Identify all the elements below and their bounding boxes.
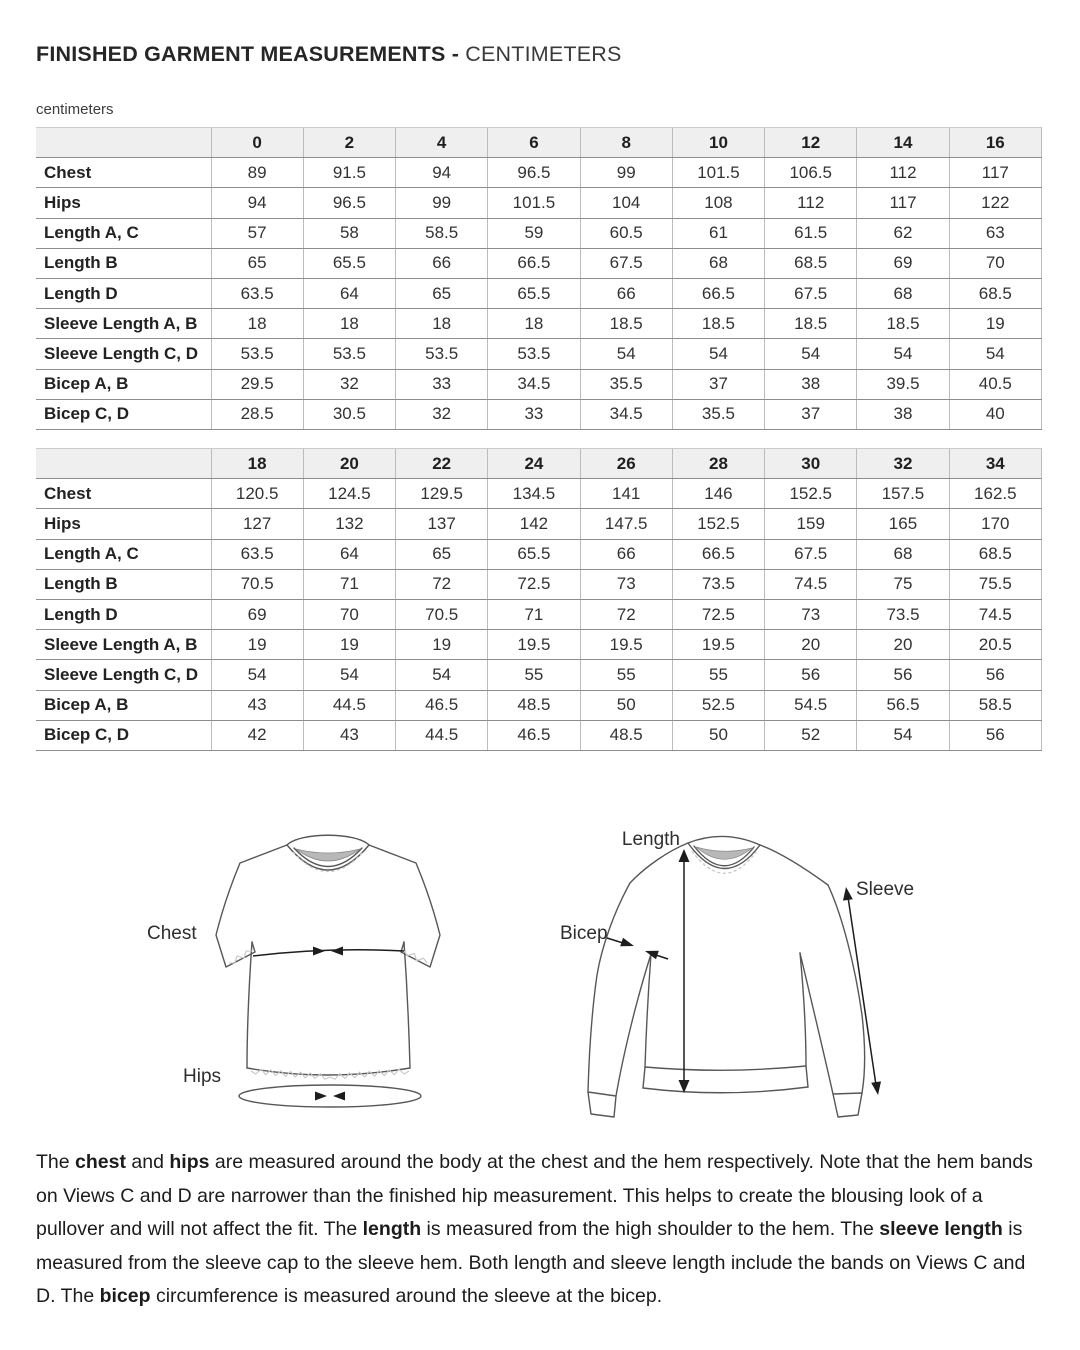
measurement-cell: 170 xyxy=(949,509,1041,539)
measurement-cell: 19.5 xyxy=(672,630,764,660)
row-label: Bicep A, B xyxy=(36,690,211,720)
table-row xyxy=(36,188,1042,218)
measurement-cell: 58.5 xyxy=(396,218,488,248)
measurement-cell: 127 xyxy=(211,509,303,539)
measurement-cell: 32 xyxy=(303,369,395,399)
description-paragraph xyxy=(36,1146,1048,1314)
measurement-cell: 106.5 xyxy=(765,158,857,188)
measurement-cell: 54 xyxy=(765,339,857,369)
sweatshirt-diagram xyxy=(560,829,914,1117)
measurement-cell: 19 xyxy=(396,630,488,660)
size-header-corner xyxy=(36,128,211,158)
tshirt-left-side xyxy=(247,942,252,1068)
measurement-cell: 73.5 xyxy=(857,599,949,629)
hips-arrow-right-icon xyxy=(333,1092,345,1101)
table-row xyxy=(36,599,1042,629)
measurement-cell: 157.5 xyxy=(857,479,949,509)
description-text: and xyxy=(125,1151,170,1173)
measurement-cell: 99 xyxy=(396,188,488,218)
measurement-cell: 101.5 xyxy=(672,158,764,188)
size-header: 8 xyxy=(580,128,672,158)
row-label: Bicep C, D xyxy=(36,720,211,750)
measurement-cell: 137 xyxy=(396,509,488,539)
tshirt-right-sleeve-stitching xyxy=(404,951,427,963)
measurement-cell: 67.5 xyxy=(765,539,857,569)
measurement-cell: 94 xyxy=(211,188,303,218)
measurement-cell: 44.5 xyxy=(303,690,395,720)
measurement-cell: 43 xyxy=(211,690,303,720)
chest-label: Chest xyxy=(147,923,197,944)
row-label: Bicep C, D xyxy=(36,399,211,429)
description-text: is measured from the high shoulder to the hem. The xyxy=(421,1218,880,1241)
measurement-cell: 38 xyxy=(765,369,857,399)
size-header: 32 xyxy=(857,449,949,479)
measurement-cell: 19 xyxy=(211,630,303,660)
size-header: 30 xyxy=(765,449,857,479)
measurement-cell: 61 xyxy=(672,218,764,248)
table-row xyxy=(36,248,1042,278)
measurement-cell: 63.5 xyxy=(211,278,303,308)
measurement-cell: 75 xyxy=(857,569,949,599)
measurement-cell: 66 xyxy=(580,278,672,308)
measurement-cell: 146 xyxy=(672,479,764,509)
row-label: Hips xyxy=(36,509,211,539)
measurement-cell: 65.5 xyxy=(488,539,580,569)
measurement-cell: 104 xyxy=(580,188,672,218)
measurement-cell: 60.5 xyxy=(580,218,672,248)
sweatshirt-right-sleeve-outer xyxy=(828,885,865,1093)
size-header-row xyxy=(36,128,1042,158)
sweatshirt-hem-band-top xyxy=(645,1066,806,1070)
sweatshirt-hem-band-bottom xyxy=(643,1087,808,1093)
measurement-cell: 68 xyxy=(857,539,949,569)
hips-label: Hips xyxy=(183,1066,222,1087)
measurement-cell: 18.5 xyxy=(765,309,857,339)
sweatshirt-right-shoulder xyxy=(760,845,828,885)
measurement-cell: 54 xyxy=(857,720,949,750)
measurement-cell: 53.5 xyxy=(303,339,395,369)
description-text: circumference is measured around the sleeve at the bicep. xyxy=(150,1285,663,1308)
measurement-cell: 65.5 xyxy=(488,278,580,308)
row-label: Sleeve Length A, B xyxy=(36,630,211,660)
measurement-cell: 56 xyxy=(949,720,1041,750)
measurement-cell: 152.5 xyxy=(672,509,764,539)
measurement-cell: 141 xyxy=(580,479,672,509)
size-header: 20 xyxy=(303,449,395,479)
measurement-cell: 40.5 xyxy=(949,369,1041,399)
sweatshirt-collar-top xyxy=(688,836,760,845)
tshirt-diagram xyxy=(147,835,440,1107)
size-header-corner xyxy=(36,449,211,479)
measurement-cell: 30.5 xyxy=(303,399,395,429)
measurement-cell: 18.5 xyxy=(580,309,672,339)
measurement-cell: 54 xyxy=(857,339,949,369)
units-label: centimeters xyxy=(36,101,114,118)
sleeve-arrow-bottom-icon xyxy=(871,1081,881,1095)
size-header: 4 xyxy=(396,128,488,158)
size-table-18-34 xyxy=(36,448,1042,751)
measurement-cell: 28.5 xyxy=(211,399,303,429)
row-label: Length B xyxy=(36,569,211,599)
size-header: 6 xyxy=(488,128,580,158)
measurement-cell: 18.5 xyxy=(672,309,764,339)
measurement-cell: 19 xyxy=(949,309,1041,339)
measurement-cell: 112 xyxy=(857,158,949,188)
measurement-cell: 63 xyxy=(949,218,1041,248)
measurement-cell: 73 xyxy=(765,599,857,629)
measurement-cell: 54 xyxy=(580,339,672,369)
measurement-cell: 62 xyxy=(857,218,949,248)
sweatshirt-left-cuff xyxy=(588,1092,616,1117)
measurement-cell: 162.5 xyxy=(949,479,1041,509)
measurement-cell: 19 xyxy=(303,630,395,660)
bicep-leader-right xyxy=(656,955,668,959)
measurement-cell: 65.5 xyxy=(303,248,395,278)
measurement-cell: 18 xyxy=(396,309,488,339)
title-unit-system: CENTIMETERS xyxy=(459,42,622,66)
measurement-cell: 142 xyxy=(488,509,580,539)
sweatshirt-right-cuff xyxy=(833,1093,862,1117)
sleeve-label: Sleeve xyxy=(856,879,915,900)
measurement-cell: 66 xyxy=(580,539,672,569)
measurement-cell: 65 xyxy=(211,248,303,278)
measurement-cell: 55 xyxy=(672,660,764,690)
table-row xyxy=(36,309,1042,339)
measurement-cell: 122 xyxy=(949,188,1041,218)
measurement-cell: 65 xyxy=(396,539,488,569)
measurement-cell: 43 xyxy=(303,720,395,750)
measurement-cell: 66.5 xyxy=(672,539,764,569)
measurement-cell: 18.5 xyxy=(857,309,949,339)
measurement-cell: 66.5 xyxy=(672,278,764,308)
row-label: Sleeve Length C, D xyxy=(36,660,211,690)
measurement-cell: 48.5 xyxy=(488,690,580,720)
measurement-cell: 66.5 xyxy=(488,248,580,278)
measurement-cell: 44.5 xyxy=(396,720,488,750)
hips-arrow-left-icon xyxy=(315,1092,327,1101)
measurement-cell: 94 xyxy=(396,158,488,188)
measurement-cell: 72.5 xyxy=(672,599,764,629)
description-bold-term: hips xyxy=(169,1151,210,1173)
measurement-cell: 89 xyxy=(211,158,303,188)
measurement-cell: 58.5 xyxy=(949,690,1041,720)
measurement-cell: 59 xyxy=(488,218,580,248)
measurement-cell: 42 xyxy=(211,720,303,750)
measurement-cell: 74.5 xyxy=(949,599,1041,629)
table-row xyxy=(36,479,1042,509)
measurement-cell: 18 xyxy=(211,309,303,339)
row-label: Length A, C xyxy=(36,218,211,248)
measurement-cell: 70 xyxy=(949,248,1041,278)
size-header: 18 xyxy=(211,449,303,479)
table-row xyxy=(36,399,1042,429)
size-header: 28 xyxy=(672,449,764,479)
measurement-cell: 35.5 xyxy=(672,399,764,429)
measurement-cell: 159 xyxy=(765,509,857,539)
measurement-cell: 65 xyxy=(396,278,488,308)
measurement-cell: 74.5 xyxy=(765,569,857,599)
measurement-cell: 66 xyxy=(396,248,488,278)
measurement-cell: 75.5 xyxy=(949,569,1041,599)
size-header: 14 xyxy=(857,128,949,158)
measurement-cell: 53.5 xyxy=(211,339,303,369)
table-row xyxy=(36,569,1042,599)
measurement-cell: 37 xyxy=(765,399,857,429)
measurement-cell: 54.5 xyxy=(765,690,857,720)
size-header: 10 xyxy=(672,128,764,158)
measurement-cell: 56.5 xyxy=(857,690,949,720)
measurement-cell: 54 xyxy=(211,660,303,690)
measurement-cell: 39.5 xyxy=(857,369,949,399)
tshirt-left-sleeve-stitching xyxy=(229,951,252,963)
measurement-cell: 37 xyxy=(672,369,764,399)
tshirt-collar-top xyxy=(287,835,369,845)
measurement-cell: 112 xyxy=(765,188,857,218)
measurement-cell: 70 xyxy=(303,599,395,629)
title-main: FINISHED GARMENT MEASUREMENTS - xyxy=(36,42,460,66)
measurement-cell: 124.5 xyxy=(303,479,395,509)
measurement-cell: 71 xyxy=(303,569,395,599)
measurement-cell: 57 xyxy=(211,218,303,248)
measurement-cell: 70.5 xyxy=(211,569,303,599)
table-row xyxy=(36,660,1042,690)
table-row xyxy=(36,218,1042,248)
measurement-cell: 69 xyxy=(211,599,303,629)
measurement-cell: 40 xyxy=(949,399,1041,429)
measurement-cell: 33 xyxy=(488,399,580,429)
sweatshirt-right-side xyxy=(800,953,806,1066)
sweatshirt-left-sleeve-outer xyxy=(588,883,630,1092)
description-bold-term: sleeve length xyxy=(879,1218,1003,1241)
measurement-cell: 101.5 xyxy=(488,188,580,218)
row-label: Length A, C xyxy=(36,539,211,569)
measurement-cell: 56 xyxy=(765,660,857,690)
measurement-cell: 58 xyxy=(303,218,395,248)
measurement-cell: 91.5 xyxy=(303,158,395,188)
measurement-cell: 68.5 xyxy=(765,248,857,278)
measurement-cell: 19.5 xyxy=(488,630,580,660)
size-header: 16 xyxy=(949,128,1041,158)
measurement-cell: 52 xyxy=(765,720,857,750)
measurement-cell: 54 xyxy=(303,660,395,690)
table-row xyxy=(36,369,1042,399)
measurement-cell: 63.5 xyxy=(211,539,303,569)
measurement-cell: 67.5 xyxy=(580,248,672,278)
measurement-cell: 72 xyxy=(396,569,488,599)
measurement-cell: 64 xyxy=(303,539,395,569)
size-header: 26 xyxy=(580,449,672,479)
table-row xyxy=(36,339,1042,369)
measurement-cell: 50 xyxy=(580,690,672,720)
measurement-cell: 132 xyxy=(303,509,395,539)
measurement-cell: 50 xyxy=(672,720,764,750)
size-header: 24 xyxy=(488,449,580,479)
measurement-cell: 34.5 xyxy=(488,369,580,399)
measurement-cell: 32 xyxy=(396,399,488,429)
row-label: Length B xyxy=(36,248,211,278)
measurement-cell: 53.5 xyxy=(488,339,580,369)
measurement-cell: 19.5 xyxy=(580,630,672,660)
measurement-cell: 56 xyxy=(949,660,1041,690)
chest-arrow-right-icon xyxy=(331,947,343,956)
measurement-cell: 134.5 xyxy=(488,479,580,509)
description-text: The xyxy=(36,1151,76,1173)
row-label: Length D xyxy=(36,278,211,308)
measurement-cell: 67.5 xyxy=(765,278,857,308)
size-header: 2 xyxy=(303,128,395,158)
chest-arrow-left-icon xyxy=(313,947,325,956)
row-label: Sleeve Length C, D xyxy=(36,339,211,369)
measurement-cell: 129.5 xyxy=(396,479,488,509)
measurement-cell: 53.5 xyxy=(396,339,488,369)
row-label: Bicep A, B xyxy=(36,369,211,399)
size-header-row xyxy=(36,449,1042,479)
row-label: Chest xyxy=(36,158,211,188)
measurement-cell: 72 xyxy=(580,599,672,629)
measurement-cell: 38 xyxy=(857,399,949,429)
measurement-cell: 165 xyxy=(857,509,949,539)
measurement-cell: 108 xyxy=(672,188,764,218)
measurement-cell: 54 xyxy=(672,339,764,369)
table-row xyxy=(36,630,1042,660)
measurement-cell: 68 xyxy=(857,278,949,308)
measurement-cell: 99 xyxy=(580,158,672,188)
measurement-cell: 35.5 xyxy=(580,369,672,399)
measurement-cell: 61.5 xyxy=(765,218,857,248)
row-label: Chest xyxy=(36,479,211,509)
chest-measure-line xyxy=(253,950,404,956)
measurement-cell: 64 xyxy=(303,278,395,308)
measurement-cell: 152.5 xyxy=(765,479,857,509)
measurement-cell: 20 xyxy=(857,630,949,660)
description-bold-term: bicep xyxy=(99,1285,151,1308)
measurement-cell: 55 xyxy=(580,660,672,690)
measurement-cell: 34.5 xyxy=(580,399,672,429)
row-label: Hips xyxy=(36,188,211,218)
measurement-cell: 72.5 xyxy=(488,569,580,599)
measurement-cell: 48.5 xyxy=(580,720,672,750)
measurement-cell: 120.5 xyxy=(211,479,303,509)
measurement-cell: 18 xyxy=(488,309,580,339)
table-row xyxy=(36,539,1042,569)
measurement-cell: 46.5 xyxy=(488,720,580,750)
measurement-cell: 96.5 xyxy=(303,188,395,218)
measurement-cell: 68.5 xyxy=(949,539,1041,569)
measurement-cell: 52.5 xyxy=(672,690,764,720)
measurement-cell: 33 xyxy=(396,369,488,399)
table-row xyxy=(36,278,1042,308)
measurement-cell: 68.5 xyxy=(949,278,1041,308)
table-row xyxy=(36,509,1042,539)
size-header: 22 xyxy=(396,449,488,479)
measurement-cell: 96.5 xyxy=(488,158,580,188)
measurement-cell: 18 xyxy=(303,309,395,339)
bicep-arrow-left-icon xyxy=(620,938,634,947)
measurement-cell: 73.5 xyxy=(672,569,764,599)
sleeve-arrow-top-icon xyxy=(843,887,853,901)
measurement-cell: 68 xyxy=(672,248,764,278)
measurement-cell: 29.5 xyxy=(211,369,303,399)
measurement-cell: 20 xyxy=(765,630,857,660)
hips-measure-ellipse xyxy=(239,1085,421,1107)
sweatshirt-left-sleeve-inner xyxy=(616,954,651,1096)
measurement-cell: 70.5 xyxy=(396,599,488,629)
measurement-cell: 20.5 xyxy=(949,630,1041,660)
bicep-leader-left xyxy=(607,938,623,943)
measurement-cell: 147.5 xyxy=(580,509,672,539)
measurement-cell: 71 xyxy=(488,599,580,629)
measurement-cell: 54 xyxy=(396,660,488,690)
tshirt-right-side xyxy=(404,942,410,1068)
row-label: Length D xyxy=(36,599,211,629)
sleeve-measure-line xyxy=(848,897,876,1085)
length-arrow-top-icon xyxy=(679,849,690,862)
description-text: is measured from the sleeve cap to the sleeve hem. Both length and sleeve length include the bands on Views C and D. The xyxy=(36,1218,1026,1308)
table-row xyxy=(36,690,1042,720)
description-text: are measured around the body at the chest and the hem respectively. Note that the hem bands on Views C and D are narrower than the finished hip measurement. This helps to create the blousing look of a pullover and will not affect the fit. The xyxy=(36,1151,1033,1241)
measurement-cell: 69 xyxy=(857,248,949,278)
measurement-cell: 54 xyxy=(949,339,1041,369)
measurement-cell: 55 xyxy=(488,660,580,690)
measurement-cell: 56 xyxy=(857,660,949,690)
measurement-cell: 46.5 xyxy=(396,690,488,720)
measurement-diagrams xyxy=(0,805,1080,1150)
description-bold-term: chest xyxy=(75,1151,126,1173)
page-title xyxy=(36,42,622,67)
description-bold-term: length xyxy=(362,1218,422,1241)
table-row xyxy=(36,720,1042,750)
size-table-0-16 xyxy=(36,127,1042,430)
row-label: Sleeve Length A, B xyxy=(36,309,211,339)
size-header: 34 xyxy=(949,449,1041,479)
measurement-cell: 117 xyxy=(949,158,1041,188)
length-label: Length xyxy=(621,829,680,850)
size-header: 0 xyxy=(211,128,303,158)
measurement-cell: 117 xyxy=(857,188,949,218)
table-row xyxy=(36,158,1042,188)
size-header: 12 xyxy=(765,128,857,158)
bicep-label: Bicep xyxy=(560,923,608,944)
measurement-cell: 73 xyxy=(580,569,672,599)
